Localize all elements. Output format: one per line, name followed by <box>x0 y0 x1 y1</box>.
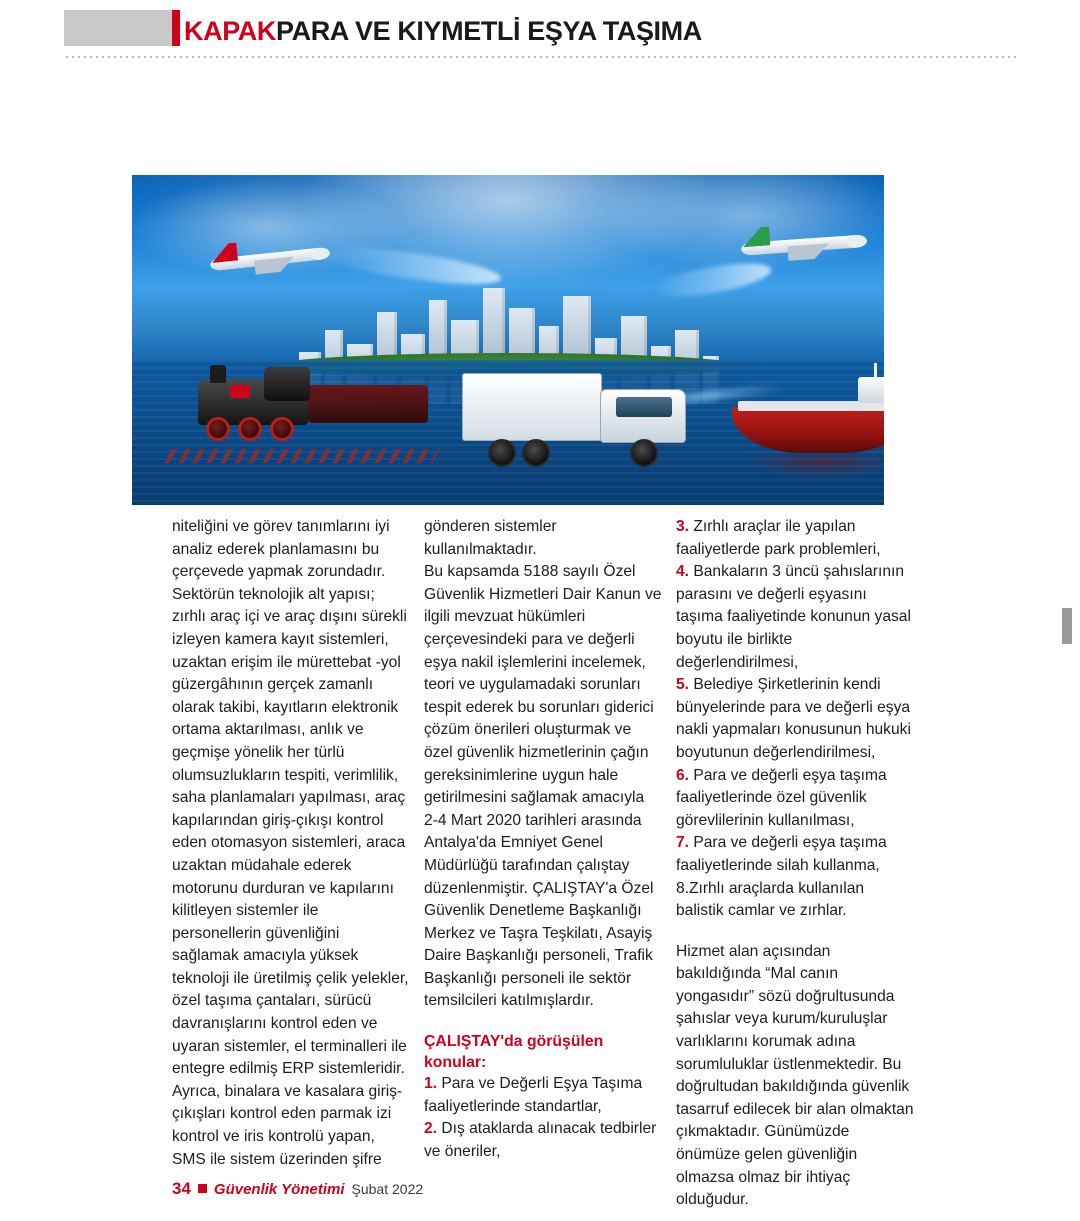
column-2 <box>424 516 662 1163</box>
list-item-number: 4. <box>676 563 690 581</box>
col1-paragraph-1: niteliğini ve görev tanımlarını iyi analiz ederek planlamasını bu çerçevede yapmak zorundadır. Sektörün teknolojik alt yapısı; zırhlı araç içi ve araç dışını sürekli izleyen kamera kayıt sistemleri, uzaktan erişim ile mürettebat -yol güzergâhının gerçek zamanlı olarak takibi, kayıtların elektronik ortama aktarılması, anlık ve geçmişe yönelik her türlü olumsuzlukların tespiti, verimlilik, saha planlamaları yapılması, araç kapılarından giriş-çıkışı kontrol eden otomasyon sistemleri, araca uzaktan müdahale ederek motorunu durduran ve kapılarını kilitleyen sistemler ile personellerin güvenliğini sağlamak amacıyla yüksek teknoloji ile üretilmiş çelik yelekler, özel taşıma çantaları, sürücü davranışlarını kontrol eden ve uyaran sistemler, el terminalleri ile entegre edilmiş ERP sistemleridir. Ayrıca, binalara ve kasalara giriş-çıkışları kontrol eden parmak izi kontrol ve iris kontrolü yapan, SMS ile sistem üzerinden şifre <box>172 518 409 1168</box>
col2-paragraph-1: gönderen sistemler kullanılmaktadır. <box>424 518 557 558</box>
list-item-text: Bankaların 3 üncü şahıslarının parasını ve değerli eşyasını taşıma faaliyetinde konunun yasal boyutu ile birlikte değerlendirilmesi, <box>676 563 911 671</box>
footer-page-number: 34 <box>172 1179 191 1198</box>
cargo-ship-icon <box>732 371 884 471</box>
list-item <box>424 1073 662 1118</box>
column-1 <box>172 516 410 1171</box>
list-item <box>424 1118 662 1163</box>
footer-brand: Güvenlik Yönetimi <box>213 1181 345 1198</box>
header-red-bar <box>172 10 180 46</box>
list-item <box>676 516 914 561</box>
list-item-number: 2. <box>424 1120 438 1138</box>
list-item <box>676 832 914 922</box>
footer-square-icon <box>198 1184 207 1193</box>
hero-illustration <box>132 175 884 505</box>
header-kapak-label: KAPAK <box>184 16 276 46</box>
list-item <box>676 674 914 764</box>
page-footer <box>172 1179 423 1199</box>
list-item-text: Para ve Değerli Eşya Taşıma faaliyetlerinde standartlar, <box>424 1075 643 1115</box>
list-item-text: Belediye Şirketlerinin kendi bünyelerinde para ve değerli eşya nakli yapmaları konusunun hukuki boyutunun değerlendirilmesi, <box>676 676 911 761</box>
list-item-number: 1. <box>424 1075 438 1093</box>
list-item-text: Dış ataklarda alınacak tedbirler ve öneriler, <box>424 1120 657 1160</box>
list-item-text: Para ve değerli eşya taşıma faaliyetlerinde özel güvenlik görevlilerinin kullanılması, <box>676 766 887 829</box>
calistay-heading: ÇALIŞTAY'da görüşülen konular: <box>424 1033 604 1072</box>
list-item-text: Zırhlı araçlar ile yapılan faaliyetlerde park problemleri, <box>676 518 881 558</box>
header-gray-block <box>64 10 172 46</box>
list-item-number: 5. <box>676 676 690 694</box>
list-item-text: Para ve değerli eşya taşıma faaliyetlerinde silah kullanma, 8.Zırhlı araçlarda kullanılan balistik camlar ve zırhlar. <box>676 834 887 920</box>
col3-paragraph-1: Hizmet alan açısından bakıldığında “Mal canın yongasıdır” sözü doğrultusunda şahıslar veya kurum/kuruluşlar varlıklarını korumak adına sorumluluklar üstlenmektedir. Bu doğrultudan bakıldığında güvenlik tasarruf edilecek bir alan olmaktan çıkmaktadır. Günümüzde önümüze gelen güvenliğin olmazsa olmaz bir ihtiyaç olduğudur. <box>676 942 914 1209</box>
list-item-number: 6. <box>676 766 690 784</box>
column-3 <box>676 516 914 1212</box>
page-header <box>0 0 1080 70</box>
page-title <box>184 16 702 47</box>
col2-paragraph-2: Bu kapsamda 5188 sayılı Özel Güvenlik Hizmetleri Dair Kanun ve ilgili mevzuat hükümleri çerçevesindeki para ve değerli eşya nakil işlemlerini incelemek, teori ve uygulamadaki sorunları tespit ederek bu sorunları giderici çözüm önerileri oluşturmak ve özel güvenlik hizmetlerinin çağın gereksinimlerine uygun hale getirilmesini sağlamak amacıyla 2-4 Mart 2020 tarihleri arasında Antalya'da Emniyet Genel Müdürlüğü tarafından çalıştay düzenlenmiştir. ÇALIŞTAY'a Özel Güvenlik Denetleme Başkanlığı Merkez ve Taşra Teşkilatı, Asayiş Daire Başkanlığı personeli, Trafik Başkanlığı personeli ile sektör temsilcileri katılmışlardır. <box>424 563 662 1010</box>
page-edge-marker <box>1062 608 1072 644</box>
list-item <box>676 561 914 674</box>
header-dotted-rule <box>64 55 1016 59</box>
list-item <box>676 765 914 833</box>
header-section-title: PARA VE KIYMETLİ EŞYA TAŞIMA <box>276 16 702 46</box>
railway-track <box>164 449 439 463</box>
footer-date: Şubat 2022 <box>351 1181 424 1197</box>
list-item-number: 3. <box>676 518 690 535</box>
truck-icon <box>462 373 712 483</box>
list-item-number: 7. <box>676 834 690 852</box>
